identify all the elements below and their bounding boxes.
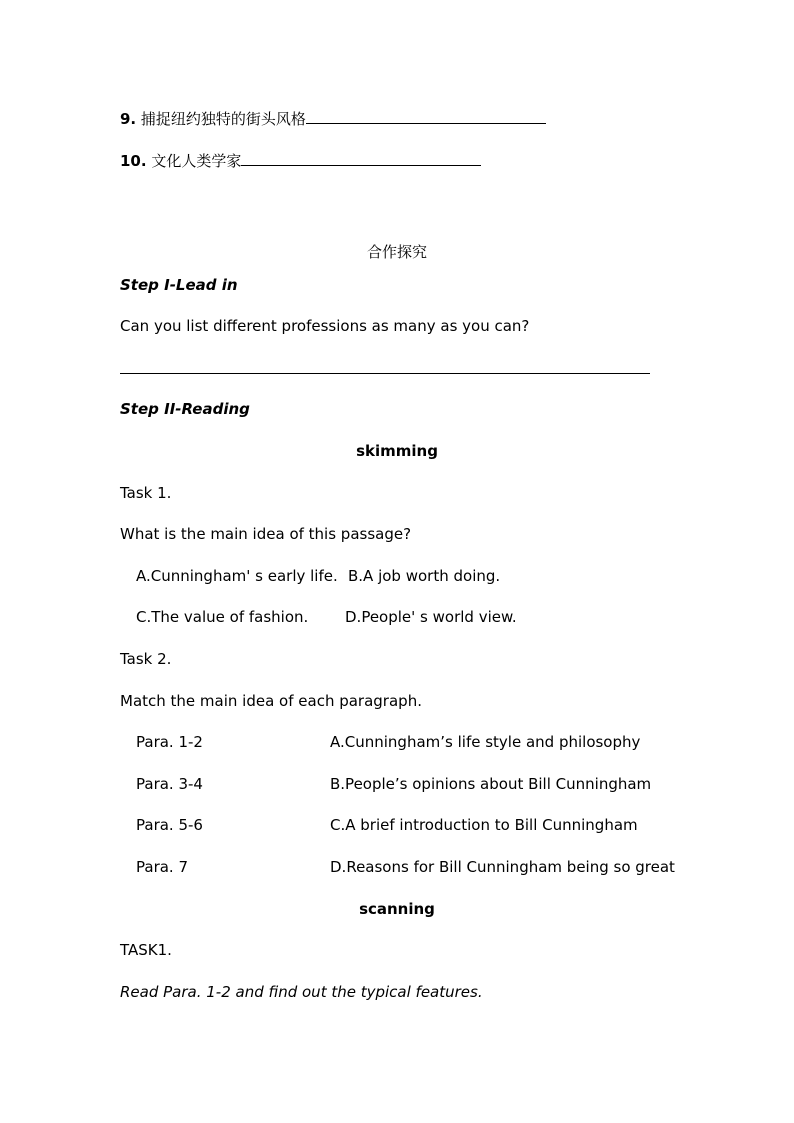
match-row <box>136 857 696 877</box>
task2-label: Task 2. <box>120 650 172 668</box>
option-d: D.People' s world view. <box>345 608 517 626</box>
match-idea: C.A brief introduction to Bill Cunningham <box>330 816 638 834</box>
step2-heading: Step II-Reading <box>120 400 250 418</box>
scanning-label: scanning <box>359 900 435 918</box>
match-row <box>136 732 696 752</box>
match-idea: D.Reasons for Bill Cunningham being so great <box>330 858 675 876</box>
match-idea: A.Cunningham’s life style and philosophy <box>330 733 641 751</box>
task2-instruction: Match the main idea of each paragraph. <box>120 692 422 710</box>
answer-blank[interactable] <box>306 108 546 124</box>
vocab-text: 捕捉纽约独特的街头风格 <box>140 110 306 128</box>
step1-heading: Step I-Lead in <box>120 276 238 294</box>
scan-task1-label: TASK1. <box>120 941 172 959</box>
option-a: A.Cunningham' s early life. <box>136 567 338 585</box>
match-row <box>136 815 696 835</box>
section-title: 合作探究 <box>366 243 427 261</box>
match-idea: B.People’s opinions about Bill Cunningham <box>330 775 652 793</box>
match-para: Para. 7 <box>136 858 189 876</box>
vocab-text: 文化人类学家 <box>151 152 242 170</box>
vocab-number: 9. <box>120 110 137 128</box>
match-para: Para. 3-4 <box>136 775 203 793</box>
step1-question: Can you list different professions as many as you can? <box>120 317 530 335</box>
vocab-item-10 <box>120 150 481 171</box>
match-para: Para. 5-6 <box>136 816 203 834</box>
vocab-item-9 <box>120 108 546 129</box>
option-b: B.A job worth doing. <box>348 567 501 585</box>
vocab-number: 10. <box>120 152 147 170</box>
answer-blank[interactable] <box>241 150 481 166</box>
match-row <box>136 774 696 794</box>
answer-line[interactable] <box>120 373 650 374</box>
skimming-label: skimming <box>356 442 438 460</box>
option-c: C.The value of fashion. <box>136 608 309 626</box>
match-para: Para. 1-2 <box>136 733 203 751</box>
task1-label: Task 1. <box>120 484 172 502</box>
scan-task1-instruction: Read Para. 1-2 and find out the typical features. <box>120 983 483 1001</box>
task1-question: What is the main idea of this passage? <box>120 525 412 543</box>
